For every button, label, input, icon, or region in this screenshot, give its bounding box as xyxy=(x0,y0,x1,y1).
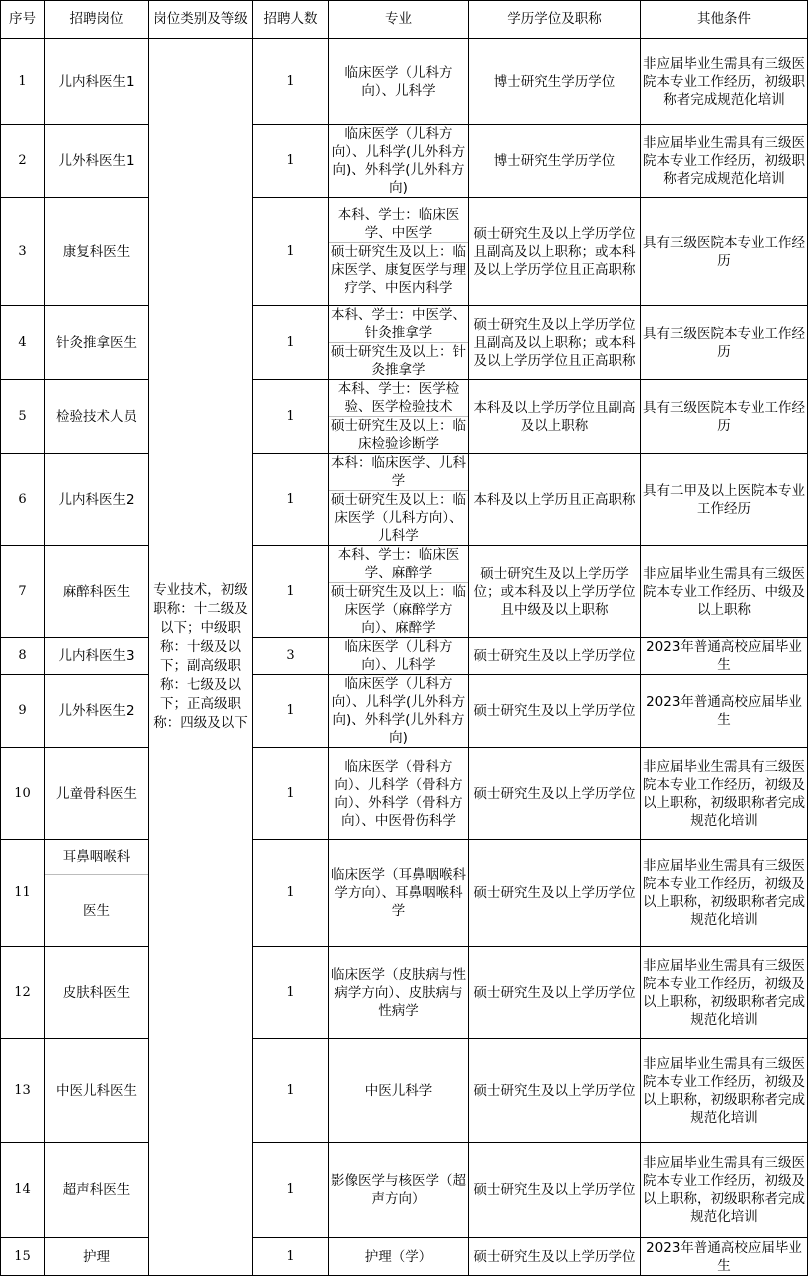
education-cell: 硕士研究生及以上学历学位 xyxy=(469,638,641,675)
table-row xyxy=(1,125,808,198)
education-cell: 硕士研究生及以上学历学位且副高及以上职称；或本科及以上学历学位且正高职称 xyxy=(469,198,641,306)
other-cell: 非应届毕业生需具有三级医院本专业工作经历、中级及以上职称 xyxy=(641,546,808,638)
major-cell: 临床医学（骨科方向）、儿科学（骨科方向）、外科学（骨科方向）、中医骨伤科学 xyxy=(329,748,469,840)
post-cell: 皮肤科医生 xyxy=(45,947,149,1039)
post-cell: 超声科医生 xyxy=(45,1143,149,1238)
post-cell: 康复科医生 xyxy=(45,198,149,306)
serial-cell: 2 xyxy=(1,125,45,198)
count-cell: 1 xyxy=(253,125,329,198)
table-row xyxy=(1,1143,808,1238)
serial-cell: 15 xyxy=(1,1238,45,1276)
major-cell: 临床医学（儿科方向）、儿科学 xyxy=(329,39,469,125)
post-top-line: 耳鼻咽喉科 xyxy=(45,840,148,875)
serial-cell: 7 xyxy=(1,546,45,638)
table-row xyxy=(1,638,808,675)
major-cell: 临床医学（耳鼻咽喉科学方向）、耳鼻咽喉科学 xyxy=(329,840,469,947)
count-cell: 1 xyxy=(253,1143,329,1238)
other-cell: 非应届毕业生需具有三级医院本专业工作经历，初级及以上职称，初级职称者完成规范化培训 xyxy=(641,947,808,1039)
post-cell: 儿内科医生1 xyxy=(45,39,149,125)
post-cell xyxy=(45,840,149,947)
education-cell: 硕士研究生及以上学历学位 xyxy=(469,675,641,748)
major-undergrad: 本科、学士：临床医学、麻醉学 xyxy=(337,547,460,581)
table-row xyxy=(1,546,808,638)
other-cell: 2023年普通高校应届毕业生 xyxy=(641,638,808,675)
major-cell xyxy=(329,198,469,306)
major-cell: 临床医学（儿科方向）、儿科学 xyxy=(329,638,469,675)
count-cell: 1 xyxy=(253,1238,329,1276)
header-major: 专业 xyxy=(329,1,469,39)
other-cell: 具有三级医院本专业工作经历 xyxy=(641,380,808,454)
count-cell: 1 xyxy=(253,39,329,125)
other-cell: 具有二甲及以上医院本专业工作经历 xyxy=(641,454,808,546)
other-cell: 非应届毕业生需具有三级医院本专业工作经历，初级及以上职称，初级职称者完成规范化培训 xyxy=(641,1143,808,1238)
major-cell xyxy=(329,306,469,380)
serial-cell: 14 xyxy=(1,1143,45,1238)
table-row xyxy=(1,947,808,1039)
serial-cell: 6 xyxy=(1,454,45,546)
major-undergrad: 本科、学士：临床医学、中医学 xyxy=(337,207,460,241)
count-cell: 1 xyxy=(253,1039,329,1143)
serial-cell: 13 xyxy=(1,1039,45,1143)
header-category: 岗位类别及等级 xyxy=(149,1,253,39)
header-other: 其他条件 xyxy=(641,1,808,39)
other-cell: 具有三级医院本专业工作经历 xyxy=(641,198,808,306)
post-cell: 儿外科医生1 xyxy=(45,125,149,198)
post-cell: 检验技术人员 xyxy=(45,380,149,454)
count-cell: 1 xyxy=(253,947,329,1039)
serial-cell: 4 xyxy=(1,306,45,380)
other-cell: 非应届毕业生需具有三级医院本专业工作经历，初级及以上职称，初级职称者完成规范化培训 xyxy=(641,1039,808,1143)
major-graduate: 硕士研究生及以上：临床医学（麻醉学方向）、麻醉学 xyxy=(331,584,466,636)
other-cell: 非应届毕业生需具有三级医院本专业工作经历，初级职称者完成规范化培训 xyxy=(641,125,808,198)
major-graduate: 硕士研究生及以上：临床医学（儿科方向）、儿科学 xyxy=(331,492,466,544)
serial-cell: 11 xyxy=(1,840,45,947)
serial-cell: 9 xyxy=(1,675,45,748)
major-cell: 临床医学（儿科方向）、儿科学(儿外科方向)、外科学(儿外科方向) xyxy=(329,675,469,748)
table-row xyxy=(1,39,808,125)
other-cell: 具有三级医院本专业工作经历 xyxy=(641,306,808,380)
header-count: 招聘人数 xyxy=(253,1,329,39)
major-cell: 中医儿科学 xyxy=(329,1039,469,1143)
major-cell xyxy=(329,454,469,546)
education-cell: 硕士研究生及以上学历学位 xyxy=(469,840,641,947)
other-cell: 非应届毕业生需具有三级医院本专业工作经历，初级及以上职称，初级职称者完成规范化培训 xyxy=(641,840,808,947)
serial-cell: 8 xyxy=(1,638,45,675)
major-cell xyxy=(329,380,469,454)
other-cell: 非应届毕业生需具有三级医院本专业工作经历，初级及以上职称，初级职称者完成规范化培训 xyxy=(641,748,808,840)
table-row xyxy=(1,748,808,840)
education-cell: 博士研究生学历学位 xyxy=(469,125,641,198)
table-row xyxy=(1,454,808,546)
table-row xyxy=(1,1238,808,1276)
table-row xyxy=(1,675,808,748)
table-row xyxy=(1,840,808,947)
count-cell: 1 xyxy=(253,675,329,748)
post-cell: 儿内科医生2 xyxy=(45,454,149,546)
major-graduate: 硕士研究生及以上：临床检验诊断学 xyxy=(331,418,466,452)
table-header-row xyxy=(1,1,808,39)
education-cell: 硕士研究生及以上学历学位 xyxy=(469,1039,641,1143)
serial-cell: 5 xyxy=(1,380,45,454)
serial-cell: 10 xyxy=(1,748,45,840)
post-bottom-line: 医生 xyxy=(83,902,110,919)
other-cell: 2023年普通高校应届毕业生 xyxy=(641,1238,808,1276)
post-cell: 针灸推拿医生 xyxy=(45,306,149,380)
education-cell: 本科及以上学历学位且副高及以上职称 xyxy=(469,380,641,454)
education-cell: 硕士研究生及以上学历学位 xyxy=(469,748,641,840)
count-cell: 1 xyxy=(253,748,329,840)
other-cell: 2023年普通高校应届毕业生 xyxy=(641,675,808,748)
major-graduate: 硕士研究生及以上：临床医学、康复医学与理疗学、中医内科学 xyxy=(331,244,466,296)
education-cell: 硕士研究生及以上学历学位；或本科及以上学历学位且中级及以上职称 xyxy=(469,546,641,638)
education-cell: 硕士研究生及以上学历学位 xyxy=(469,1143,641,1238)
major-cell: 护理（学） xyxy=(329,1238,469,1276)
post-cell: 儿童骨科医生 xyxy=(45,748,149,840)
count-cell: 1 xyxy=(253,546,329,638)
major-graduate: 硕士研究生及以上：针灸推拿学 xyxy=(331,344,466,378)
major-undergrad: 本科、学士：医学检验、医学检验技术 xyxy=(337,381,460,415)
count-cell: 1 xyxy=(253,380,329,454)
post-cell: 儿外科医生2 xyxy=(45,675,149,748)
table-row xyxy=(1,306,808,380)
header-serial: 序号 xyxy=(1,1,45,39)
category-cell: 专业技术，初级职称：十二级及以下；中级职称：十级及以下；副高级职称：七级及以下；正高级职称：四级及以下 xyxy=(149,39,253,1276)
serial-cell: 3 xyxy=(1,198,45,306)
education-cell: 本科及以上学历且正高职称 xyxy=(469,454,641,546)
education-cell: 硕士研究生及以上学历学位且副高及以上职称；或本科及以上学历学位且正高职称 xyxy=(469,306,641,380)
major-undergrad: 本科：临床医学、儿科学 xyxy=(331,455,466,489)
table-row xyxy=(1,198,808,306)
count-cell: 1 xyxy=(253,306,329,380)
education-cell: 博士研究生学历学位 xyxy=(469,39,641,125)
post-cell: 中医儿科医生 xyxy=(45,1039,149,1143)
count-cell: 1 xyxy=(253,840,329,947)
major-cell xyxy=(329,546,469,638)
header-education: 学历学位及职称 xyxy=(469,1,641,39)
other-cell: 非应届毕业生需具有三级医院本专业工作经历，初级职称者完成规范化培训 xyxy=(641,39,808,125)
table-row xyxy=(1,380,808,454)
education-cell: 硕士研究生及以上学历学位 xyxy=(469,947,641,1039)
education-cell: 硕士研究生及以上学历学位 xyxy=(469,1238,641,1276)
serial-cell: 1 xyxy=(1,39,45,125)
post-cell: 儿内科医生3 xyxy=(45,638,149,675)
count-cell: 1 xyxy=(253,198,329,306)
header-post: 招聘岗位 xyxy=(45,1,149,39)
major-cell: 临床医学（儿科方向）、儿科学(儿外科方向)、外科学(儿外科方向) xyxy=(329,125,469,198)
serial-cell: 12 xyxy=(1,947,45,1039)
major-cell: 影像医学与核医学（超声方向） xyxy=(329,1143,469,1238)
post-cell: 护理 xyxy=(45,1238,149,1276)
count-cell: 1 xyxy=(253,454,329,546)
major-cell: 临床医学（皮肤病与性病学方向）、皮肤病与性病学 xyxy=(329,947,469,1039)
post-cell: 麻醉科医生 xyxy=(45,546,149,638)
table-row xyxy=(1,1039,808,1143)
major-undergrad: 本科、学士：中医学、针灸推拿学 xyxy=(331,307,466,341)
count-cell: 3 xyxy=(253,638,329,675)
